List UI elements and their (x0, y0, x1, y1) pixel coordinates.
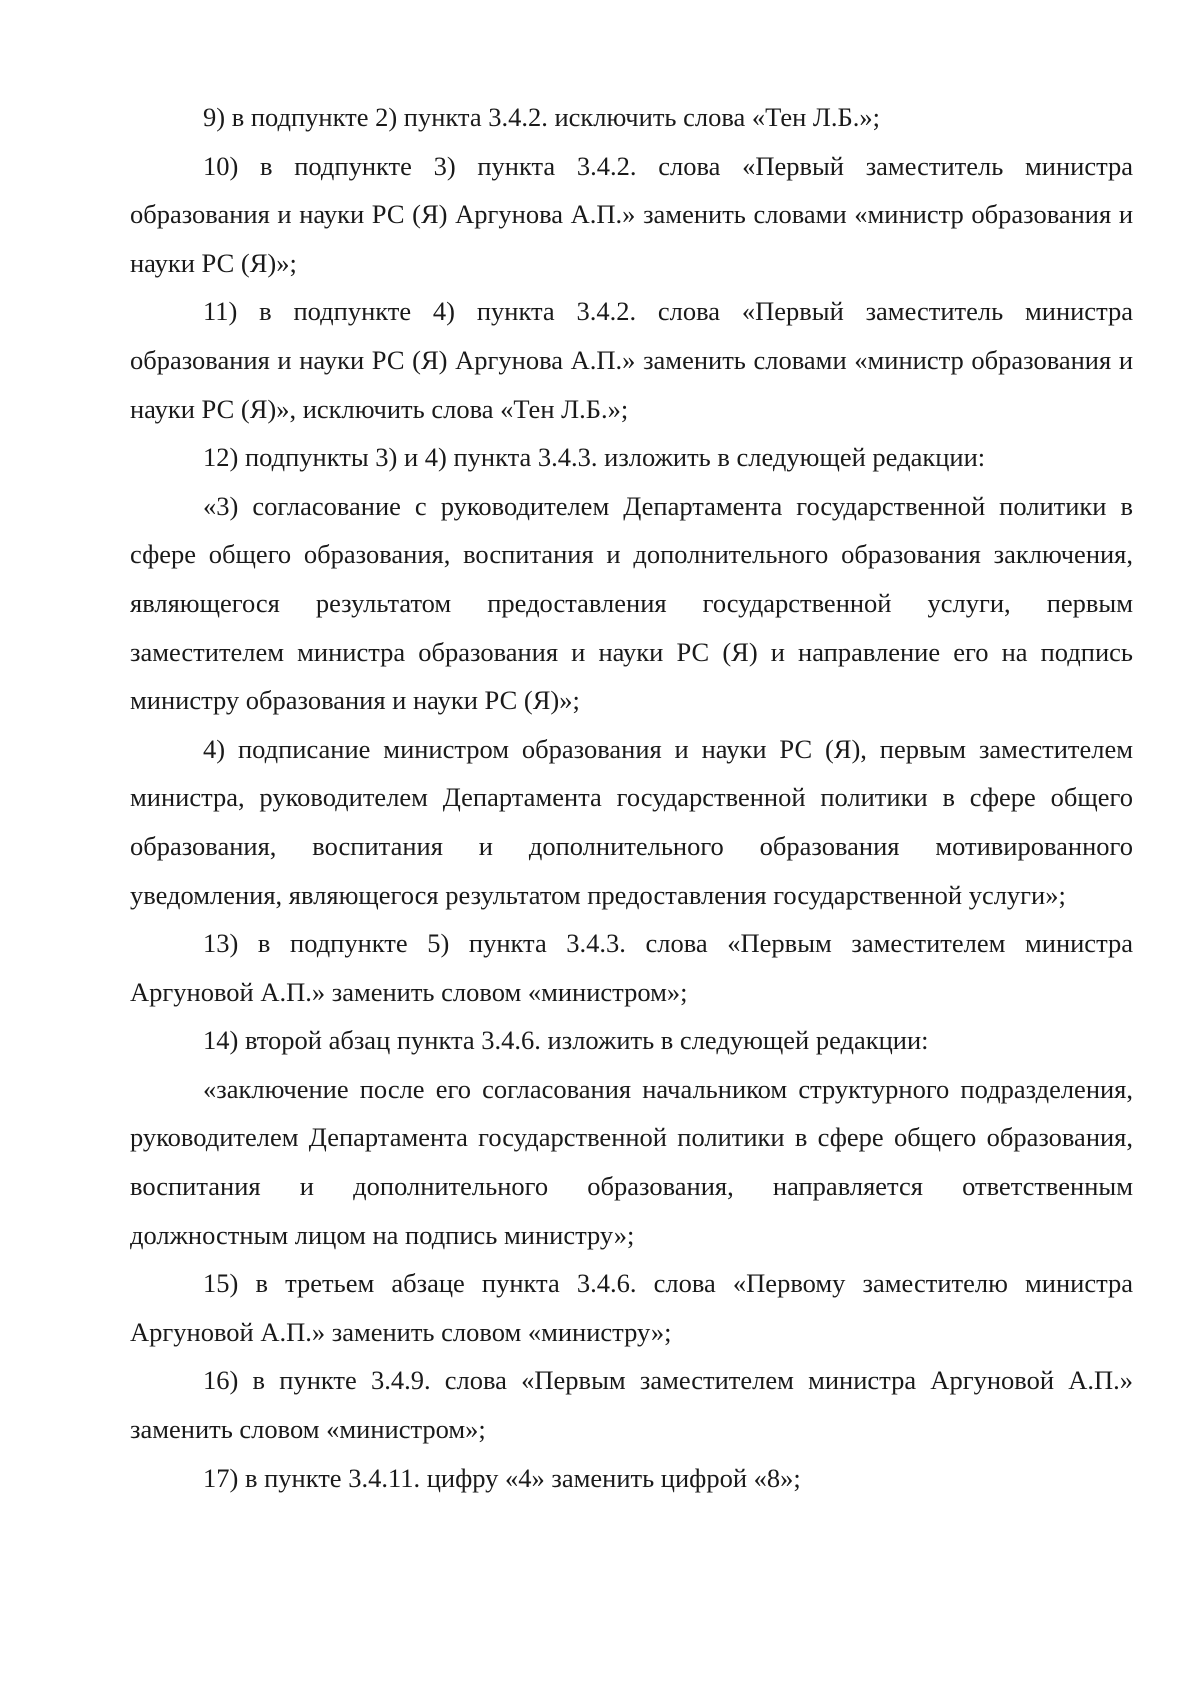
paragraph-item-11: 11) в подпункте 4) пункта 3.4.2. слова «Первый заместитель министра образования и науки РС (Я) Аргунова А.П.» заменить словами «министр образования и науки РС (Я)», исключить слова «Тен Л.Б.»; (130, 296, 1133, 424)
paragraph-item-16: 16) в пункте 3.4.9. слова «Первым заместителем министра Аргуновой А.П.» заменить словом «министром»; (130, 1365, 1133, 1445)
paragraph-item-10: 10) в подпункте 3) пункта 3.4.2. слова «Первый заместитель министра образования и науки РС (Я) Аргунова А.П.» заменить словами «министр образования и науки РС (Я)»; (130, 150, 1133, 278)
paragraph-item-17: 17) в пункте 3.4.11. цифру «4» заменить цифрой «8»; (203, 1462, 801, 1493)
paragraph-item-13: 13) в подпункте 5) пункта 3.4.3. слова «Первым заместителем министра Аргуновой А.П.» заменить словом «министром»; (130, 928, 1133, 1007)
paragraph-quoted-conclusion: «заключение после его согласования начальником структурного подразделения, руководителем Департамента государственной политики в сфере общего образования, воспитания и дополнительного образования, направляется ответственным должностным лицом на подпись министру»; (130, 1073, 1133, 1250)
document-page (130, 93, 1133, 1502)
paragraph-item-15: 15) в третьем абзаце пункта 3.4.6. слова «Первому заместителю министра Аргуновой А.П.» заменить словом «министру»; (130, 1268, 1133, 1347)
paragraph-item-14: 14) второй абзац пункта 3.4.6. изложить в следующей редакции: (203, 1025, 929, 1056)
paragraph-item-9: 9) в подпункте 2) пункта 3.4.2. исключить слова «Тен Л.Б.»; (203, 102, 880, 132)
paragraph-quoted-subitem-4: 4) подписание министром образования и науки РС (Я), первым заместителем министра, руководителем Департамента государственной политики в сфере общего образования, воспитания и дополнительного образования мотивированного уведомления, являющегося результатом предоставления государственной услуги»; (130, 733, 1133, 910)
paragraph-item-12: 12) подпункты 3) и 4) пункта 3.4.3. изложить в следующей редакции: (203, 442, 986, 473)
paragraph-quoted-subitem-3: «3) согласование с руководителем Департамента государственной политики в сфере общего образования, воспитания и дополнительного образования заключения, являющегося результатом предоставления государственной услуги, первым заместителем министра образования и науки РС (Я) и направление его на подпись министру образования и науки РС (Я)»; (130, 490, 1133, 716)
